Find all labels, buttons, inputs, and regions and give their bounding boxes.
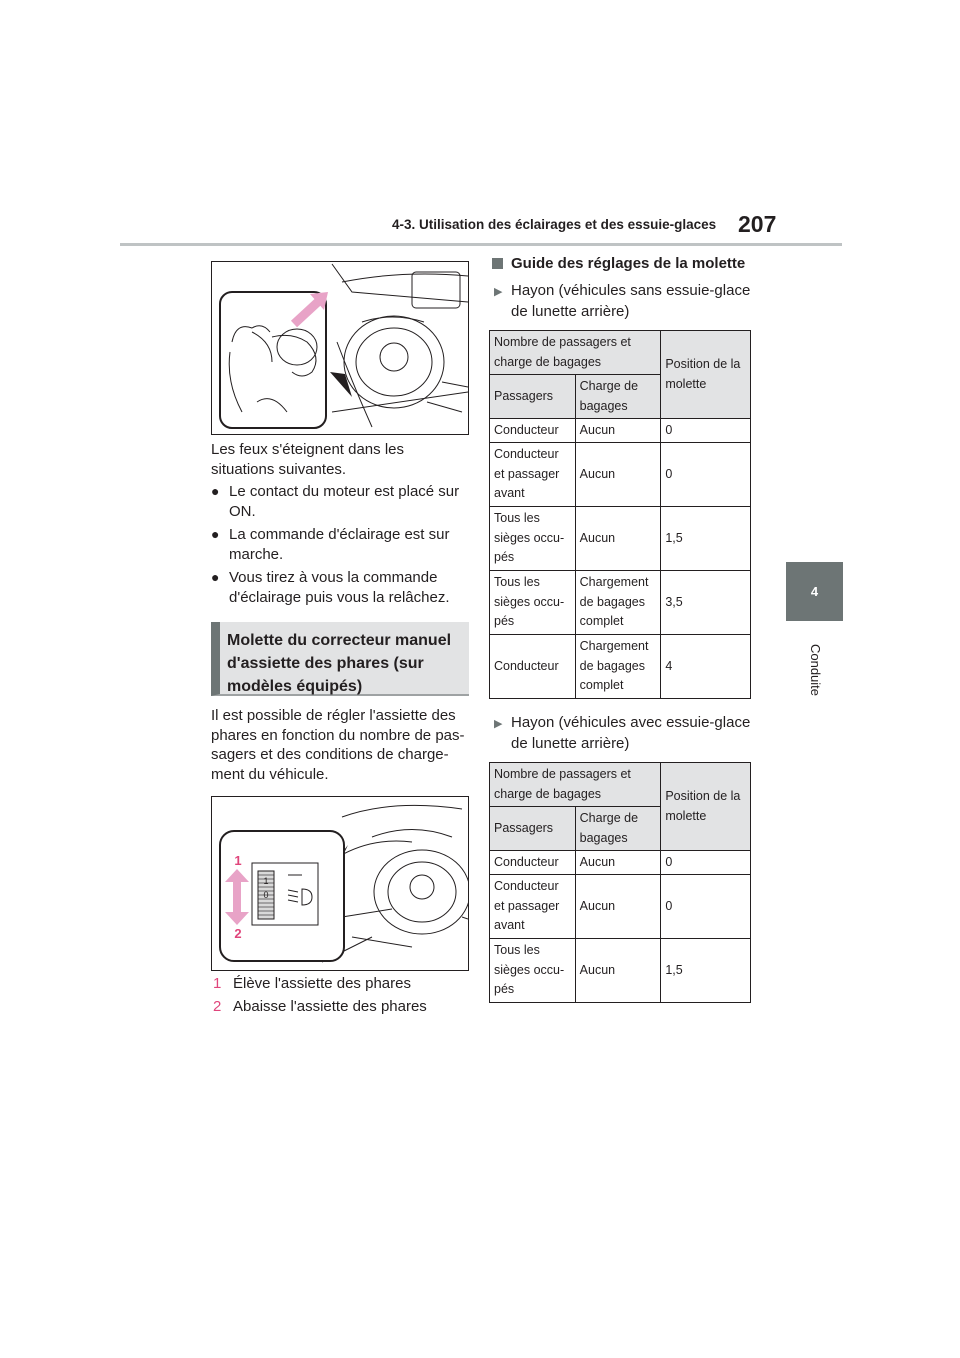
guide-heading: Guide des réglages de la molette (492, 255, 745, 272)
list-item: ● Vous tirez à vous la commande d'éclairage puis vous la relâchez. (211, 569, 450, 606)
table-row: Conducteur Aucun 0 (490, 419, 751, 443)
section-heading: Molette du correcteur manuel d'assiette des phares (sur modèles équipés) (211, 622, 469, 696)
table-without-wiper (489, 330, 751, 699)
header-group: Nombre de passagers et charge de bagages (490, 331, 661, 375)
header-group: Nombre de passagers et charge de bagages (490, 763, 661, 807)
table-row: Conducteur et passager avant Aucun 0 (490, 443, 751, 507)
dial-mark-1: 1 (263, 876, 269, 886)
dial-illustration (212, 797, 468, 970)
chapter-label: Conduite (808, 643, 823, 697)
table-row: Conducteur Aucun 0 (490, 851, 751, 875)
header-passengers: Passagers (490, 375, 576, 419)
table-header-row (490, 331, 751, 375)
dial-figure (211, 796, 469, 971)
table-row: Tous les sièges occu-pés Chargement de bagages complet 3,5 (490, 571, 751, 635)
table1-caption: ▶ Hayon (véhicules sans essuie-glace de lunette arrière) (494, 282, 751, 320)
chapter-tab (786, 562, 843, 621)
intro-text: Les feux s'éteignent dans les situations suivantes. (211, 441, 404, 478)
table-row: Conducteur et passager avant Aucun 0 (490, 875, 751, 939)
lever-figure (211, 261, 469, 435)
section-text: Il est possible de régler l'assiette des phares en fonction du nombre de pas-sagers et des conditions de charge-ment du véhicule. (211, 707, 465, 783)
header-position: Position de la molette (661, 331, 751, 419)
table-row: Tous les sièges occu-pés Aucun 1,5 (490, 507, 751, 571)
table-header-row (490, 763, 751, 807)
table-row: Conducteur Chargement de bagages complet 4 (490, 635, 751, 699)
page-number: 207 (738, 211, 777, 237)
round-bullet-icon: ● (211, 526, 220, 542)
up-label: 1 (234, 853, 242, 868)
legend-item: 2 Abaisse l'assiette des phares (213, 998, 427, 1015)
round-bullet-icon: ● (211, 569, 220, 585)
dial-mark-0: 0 (263, 890, 269, 900)
lever-illustration (212, 262, 468, 434)
header-load: Charge de bagages (575, 375, 661, 419)
list-item: ● La commande d'éclairage est sur marche. (211, 526, 450, 563)
legend-item: 1 Élève l'assiette des phares (213, 975, 411, 992)
table2-caption: ▶ Hayon (véhicules avec essuie-glace de lunette arrière) (494, 714, 751, 752)
square-bullet-icon (492, 258, 503, 269)
header-title: 4-3. Utilisation des éclairages et des essuie-glaces (392, 217, 717, 232)
header-passengers: Passagers (490, 807, 576, 851)
table-with-wiper (489, 762, 751, 1003)
header-position: Position de la molette (661, 763, 751, 851)
down-label: 2 (234, 926, 242, 941)
round-bullet-icon: ● (211, 483, 220, 499)
table-row: Tous les sièges occu-pés Aucun 1,5 (490, 939, 751, 1003)
figure-legend (213, 975, 469, 1015)
triangle-bullet-icon: ▶ (494, 286, 503, 298)
bullet-list (211, 482, 467, 607)
list-item: ● Le contact du moteur est placé sur ON. (211, 483, 460, 520)
header-rule (120, 243, 842, 246)
chapter-number: 4 (810, 584, 819, 599)
triangle-bullet-icon: ▶ (494, 718, 503, 730)
header-load: Charge de bagages (575, 807, 661, 851)
